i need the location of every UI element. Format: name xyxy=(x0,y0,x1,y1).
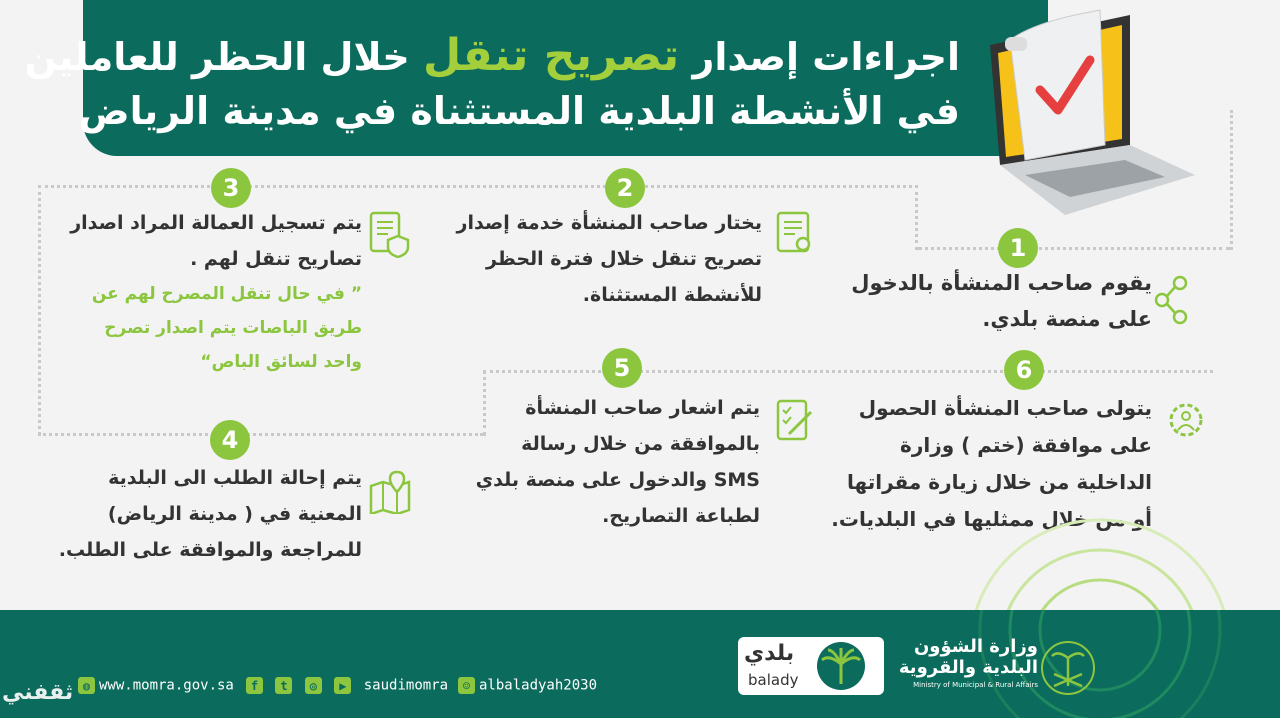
step-note-line: طريق الباصات يتم اصدار تصرح xyxy=(104,318,362,338)
ministry-name-en: Ministry of Municipal & Rural Affairs xyxy=(913,681,1038,689)
step-number-6: 6 xyxy=(1004,350,1044,390)
connector-line xyxy=(38,433,483,436)
social-links xyxy=(246,677,448,694)
snapchat-icon: ☺ xyxy=(458,677,475,694)
ministry-emblem-icon xyxy=(1040,638,1096,698)
connector-line xyxy=(38,185,41,435)
step-line: يتم إحالة الطلب الى البلدية xyxy=(108,467,362,489)
step-line: تصاريح تنقل لهم . xyxy=(190,248,362,270)
step-5-text xyxy=(476,390,760,534)
connector-line xyxy=(38,185,918,188)
step-note-line: واحد لسائق الباص“ xyxy=(200,352,362,372)
facebook-icon[interactable]: f xyxy=(246,677,263,694)
laptop-checkmark-illustration xyxy=(980,5,1200,220)
map-pin-icon xyxy=(368,470,412,514)
step-line: SMS والدخول على منصة بلدي xyxy=(475,469,760,491)
step-line: للأنشطة المستثناة. xyxy=(582,284,762,306)
step-line: تصريح تنقل خلال فترة الحظر xyxy=(486,248,762,270)
step-number-2: 2 xyxy=(605,168,645,208)
document-shield-icon xyxy=(368,210,412,258)
balady-logo-ar: بلدي xyxy=(744,641,795,666)
step-line: يقوم صاحب المنشأة بالدخول xyxy=(851,271,1152,295)
step-line: يختار صاحب المنشأة خدمة إصدار xyxy=(456,212,762,234)
step-number-1: 1 xyxy=(998,228,1038,268)
step-line: للمراجعة والموافقة على الطلب. xyxy=(58,539,362,561)
website-text: www.momra.gov.sa xyxy=(99,677,234,694)
step-4-text xyxy=(59,460,362,568)
step-line: الداخلية من خلال زيارة مقراتها xyxy=(847,470,1152,494)
step-line: يتم تسجيل العمالة المراد اصدار xyxy=(70,212,362,234)
page-title-line2: في الأنشطة البلدية المستثناة في مدينة الرياض xyxy=(78,89,960,133)
step-line: بالموافقة من خلال رسالة xyxy=(521,433,760,455)
website-link[interactable] xyxy=(78,677,234,694)
connector-line xyxy=(483,370,1213,373)
ministry-logo-text xyxy=(899,637,1038,691)
snapchat-text: albaladyah2030 xyxy=(479,677,598,694)
title-part: اجراءات إصدار xyxy=(692,35,960,79)
social-handle: saudimomra xyxy=(363,677,449,694)
step-line: على موافقة (ختم ) وزارة xyxy=(900,433,1152,457)
ministry-name-line2: البلدية والقروية xyxy=(898,657,1038,678)
step-1-text xyxy=(851,265,1152,337)
step-line: يتم اشعار صاحب المنشأة xyxy=(525,397,760,419)
instagram-icon[interactable]: ◎ xyxy=(305,677,322,694)
checklist-pen-icon xyxy=(775,398,815,442)
step-line: يتولى صاحب المنشأة الحصول xyxy=(858,396,1152,420)
title-banner xyxy=(24,0,1048,156)
step-line: المعنية في ( مدينة الرياض) xyxy=(107,503,362,525)
youtube-icon[interactable]: ▶ xyxy=(334,677,351,694)
ministry-name-line1: وزارة الشؤون xyxy=(913,636,1038,657)
connector-line xyxy=(918,247,1230,250)
balady-logo xyxy=(738,637,884,695)
step-line: لطباعة التصاريح. xyxy=(602,505,760,527)
title-part: خلال الحظر للعاملين xyxy=(24,35,410,79)
step-number-5: 5 xyxy=(602,348,642,388)
step-line: على منصة بلدي. xyxy=(982,307,1152,331)
step-2-text xyxy=(457,205,763,313)
certificate-icon xyxy=(775,210,815,256)
step-line: أو من خلال ممثليها في البلديات. xyxy=(831,507,1152,531)
snapchat-link[interactable] xyxy=(458,677,597,694)
share-icon xyxy=(1152,275,1192,325)
palm-logo-icon xyxy=(814,640,868,692)
connector-line xyxy=(915,185,918,250)
balady-logo-en: balady xyxy=(748,671,799,689)
step-note-line: ” في حال تنقل المصرح لهم عن xyxy=(91,284,362,304)
step-number-4: 4 xyxy=(210,420,250,460)
page-title-line1 xyxy=(24,30,960,81)
title-highlight: تصريح تنقل xyxy=(422,30,680,81)
step-3-text xyxy=(70,205,362,379)
watermark-text: ثقفني xyxy=(2,680,74,705)
step-number-3: 3 xyxy=(211,168,251,208)
gear-people-icon xyxy=(1166,400,1206,440)
decorative-rings xyxy=(900,500,1280,610)
globe-icon: ◍ xyxy=(78,677,95,694)
twitter-icon[interactable]: t xyxy=(275,677,292,694)
